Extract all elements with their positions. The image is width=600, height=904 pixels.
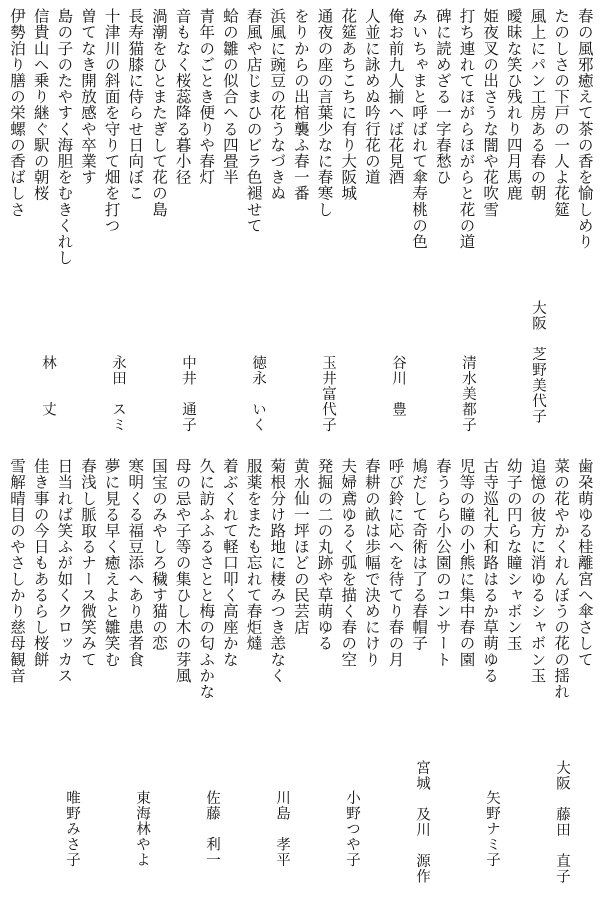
haiku-line: 追憶の彼方に消ゆるシャボン玉 [528, 458, 547, 684]
haiku-line: 着ぶくれて軽口叩く高座かな [220, 458, 239, 668]
haiku-line: 春の風邪癒えて茶の香を愉しめり [575, 8, 594, 250]
haiku-line: 俺お前九人揃へば花見酒 [386, 8, 405, 186]
author-name: 小野つや子 [344, 790, 360, 868]
haiku-line: 信貴山へ乗り継ぐ駅の朝桜 [31, 8, 50, 202]
author-name: 中井 通子 [180, 355, 196, 433]
haiku-line: 人並に詠めぬ吟行花の道 [362, 8, 381, 186]
author-name: 玉井富代子 [320, 355, 336, 433]
haiku-line: 幼子の円らな瞳シャボン玉 [504, 458, 523, 652]
haiku-line: 渦潮をひとまたぎして花の島 [149, 8, 168, 218]
haiku-line: 通夜の座の言葉少なに春寒し [315, 8, 334, 218]
author-name: 清水美都子 [460, 355, 476, 433]
author-name: 徳永 いく [250, 355, 266, 433]
haiku-line: 佳き事の今日もあるらし桜餅 [31, 458, 50, 668]
haiku-line: 曽てなき開放感や卒業す [78, 8, 97, 186]
haiku-line: 母の忌や子等の集ひし木の芽風 [173, 458, 192, 684]
haiku-line: 夢に見る早く癒えよと雛笑む [102, 458, 121, 668]
haiku-line: 雪解晴目のやさしかり慈母観音 [8, 458, 26, 684]
haiku-line: 寒明くる福豆添へあり患者食 [126, 458, 145, 668]
author-name: 宮城 及川 源作 [414, 760, 430, 884]
author-name: 矢野ナミ子 [484, 790, 500, 868]
haiku-line: 呼び鈴に応へを待てり春の月 [386, 458, 405, 668]
haiku-line: 児等の瞳の小熊に集中春の園 [457, 458, 476, 668]
haiku-line: 花筵あちこちに有り大阪城 [339, 8, 358, 202]
haiku-line: 伊勢泊り膳の栄螺の香ばしさ [8, 8, 26, 218]
haiku-line: 音もなく桜蕊降る暮小径 [173, 8, 192, 186]
author-name: 大阪 芝野美代子 [530, 300, 546, 424]
haiku-line: 碑に読めざる一字春愁ひ [433, 8, 452, 186]
haiku-line: 日当れば笑ふが如くクロッカス [55, 458, 74, 684]
haiku-line: 青年のごとき便りや春灯 [197, 8, 216, 186]
haiku-line: 久に訪ふふるさとと梅の匂ふかな [197, 458, 216, 700]
haiku-line: 浜風に豌豆の花うなづきぬ [268, 8, 287, 202]
haiku-line: 十津川の斜面を守りて畑を打つ [102, 8, 121, 234]
author-name: 谷川 豊 [390, 355, 406, 417]
haiku-line: 長寿猫膝に侍らせ日向ぼこ [126, 8, 145, 202]
haiku-line: 国宝のみやしろ穢す猫の恋 [149, 458, 168, 652]
haiku-line: をりからの出棺襲ふ春一番 [291, 8, 310, 202]
haiku-line: 夫婦鳶ゆるく弧を描く春の空 [339, 458, 358, 668]
haiku-line: 黄水仙一坪ほどの民芸店 [291, 458, 310, 636]
author-name: 林 丈 [40, 355, 56, 417]
haiku-line: 打ち連れてほがらほがらと花の道 [457, 8, 476, 250]
author-name: 東海林やよ [134, 790, 150, 868]
author-name: 永田 スミ [110, 355, 126, 433]
haiku-line: たのしさの下戸の一人よ花筵 [552, 8, 571, 218]
author-name: 大阪 藤田 直子 [554, 760, 570, 884]
haiku-line: 春浅し脈取るナース微笑みて [78, 458, 97, 668]
haiku-line: 発掘の二の丸跡や草萌ゆる [315, 458, 334, 652]
author-name: 川島 孝平 [274, 790, 290, 868]
haiku-line: 島の子のたやすく海胆をむきくれし [55, 8, 74, 266]
haiku-line: 服薬をまたも忘れて春炬燵 [244, 458, 263, 652]
haiku-line: 曖昧な笑ひ残れり四月馬鹿 [504, 8, 523, 202]
haiku-line: 風上にパン工房ある春の朝 [528, 8, 547, 202]
haiku-line: 春風や店じまひのビラ色褪せて [244, 8, 263, 234]
haiku-line: みいちゃまと呼ばれて傘寿桃の色 [410, 8, 429, 250]
author-name: 唯野みさ子 [64, 790, 80, 868]
haiku-line: 春うらら小公園のコンサート [433, 458, 452, 668]
haiku-line: 菊根分け路地に棲みつき恙なく [268, 458, 287, 684]
haiku-line: 姫夜叉の出さうな闇や花吹雪 [481, 8, 500, 218]
author-name: 佐藤 利一 [204, 790, 220, 868]
haiku-line: 春耕の畝は歩幅で決めにけり [362, 458, 381, 668]
haiku-line: 古寺巡礼大和路はるか草萌ゆる [481, 458, 500, 684]
haiku-line: 鳩だして奇術は了る春帽子 [410, 458, 429, 652]
haiku-line: 蛤の雛の似合へる四畳半 [220, 8, 239, 186]
haiku-line: 歯朶萌ゆる桂離宮へ傘さして [575, 458, 594, 668]
haiku-line: 菜の花やかくれんぼうの花の揺れ [552, 458, 571, 700]
